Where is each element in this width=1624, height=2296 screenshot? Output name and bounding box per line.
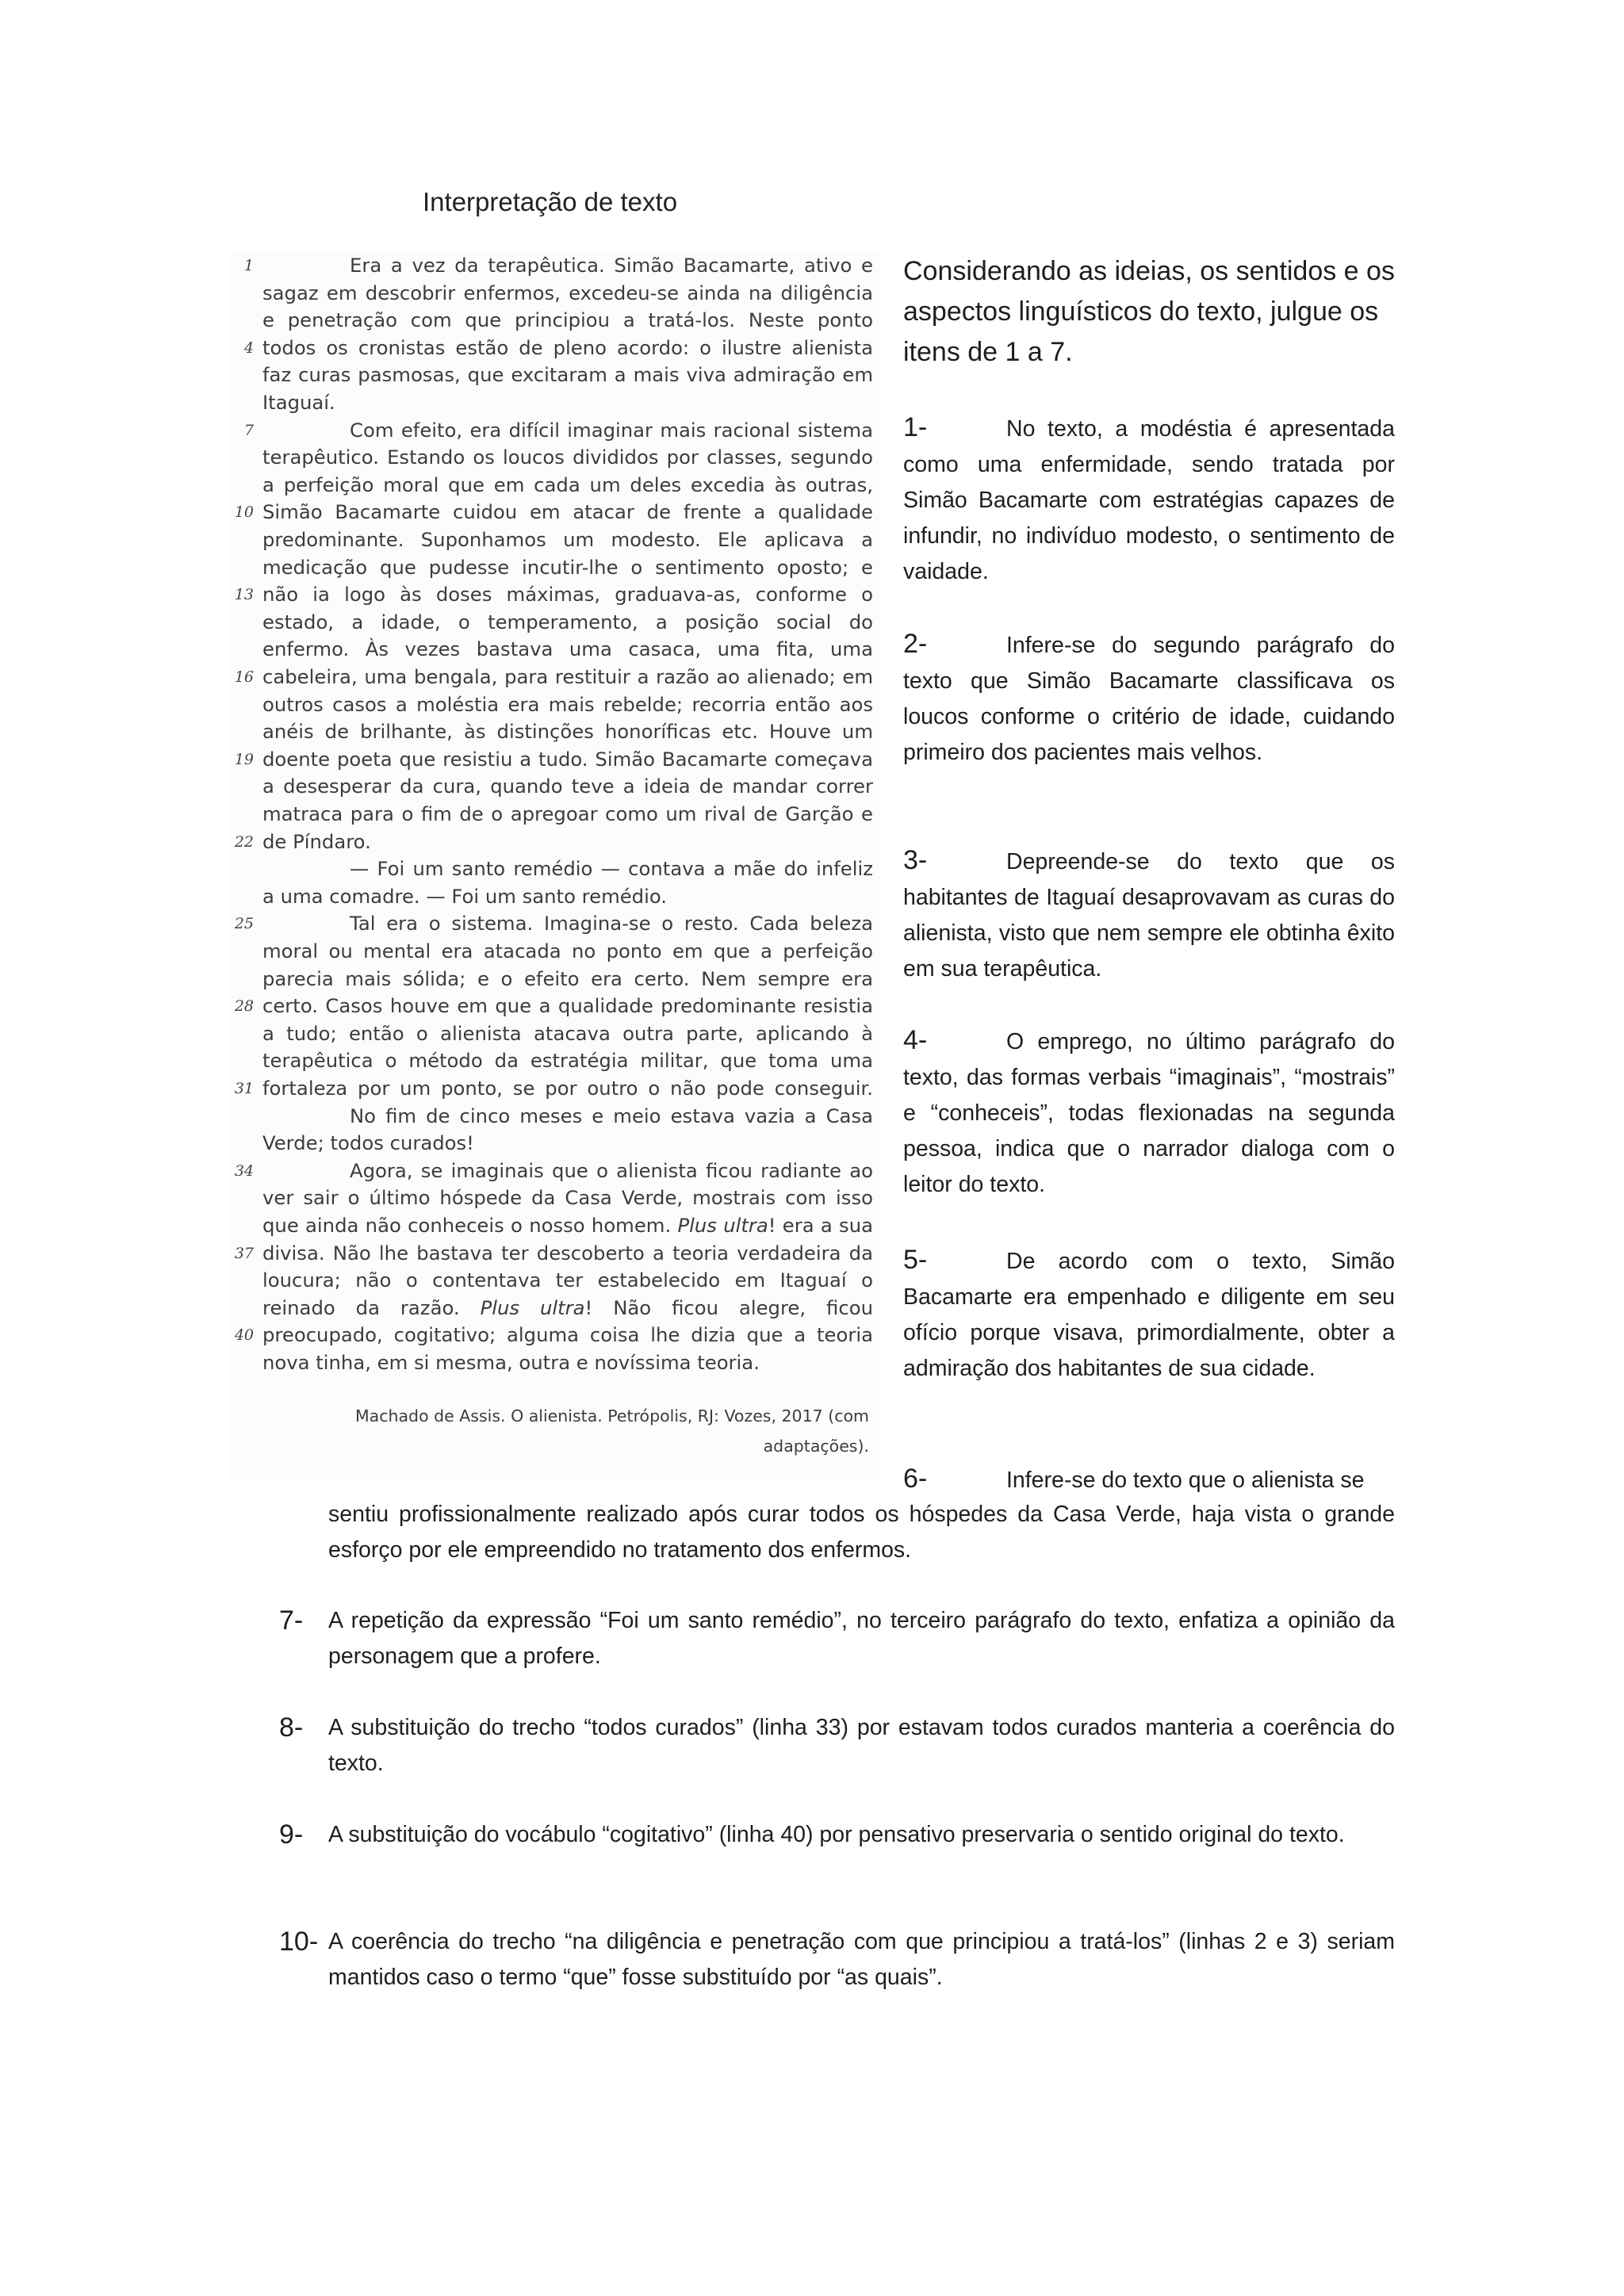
- line-text: doente poeta que resistiu a tudo. Simão Bacamarte começava: [262, 747, 873, 771]
- passage-line: [230, 1267, 880, 1294]
- passage-line: [230, 1130, 880, 1157]
- line-number: 37: [234, 1244, 254, 1262]
- passage-line: [230, 1322, 880, 1349]
- line-number: 16: [234, 668, 254, 686]
- passage-line: [230, 280, 880, 307]
- item-2: [903, 626, 1395, 771]
- item-number: 5-: [903, 1245, 928, 1275]
- passage-line: [230, 1184, 880, 1211]
- passage-line: [230, 883, 880, 910]
- passage-line: [230, 938, 880, 965]
- line-number: 25: [234, 915, 254, 933]
- passage-line: [230, 1103, 880, 1130]
- item-number: 2-: [903, 629, 928, 659]
- line-text: loucura; não o contentava ter estabelecido em Itaguaí o: [262, 1269, 873, 1292]
- passage-line: [230, 472, 880, 499]
- instructions: Considerando as ideias, os sentidos e os aspectos linguísticos do texto, julgue os itens de 1 a 7.: [903, 256, 1395, 367]
- passage-line: [230, 910, 880, 937]
- line-text: terapêutica o método da estratégia militar, que toma uma: [262, 1049, 873, 1073]
- item-1: [903, 410, 1395, 590]
- passage-line: [230, 801, 880, 828]
- item-number: 3-: [903, 845, 928, 875]
- item-number: 1-: [903, 412, 928, 442]
- line-text: faz curas pasmosas, que excitaram a mais viva admiração em: [262, 363, 873, 387]
- passage-line: [230, 691, 880, 718]
- item-9: A substituição do vocábulo “cogitativo” (linha 40) por pensativo preservaria o sentido original do texto.: [328, 1822, 1345, 1847]
- passage-line: [230, 417, 880, 444]
- line-text: não ia logo às doses máximas, graduava-as, conforme o: [262, 583, 873, 607]
- passage-line: [230, 581, 880, 608]
- line-text: Era a vez da terapêutica. Simão Bacamarte, ativo e: [350, 254, 873, 277]
- line-text: a tudo; então o alienista atacava outra parte, aplicando à: [262, 1021, 873, 1045]
- passage-line: [230, 1047, 880, 1074]
- item-6-continued: sentiu profissionalmente realizado após curar todos os hóspedes da Casa Verde, haja vista o grande esforço por ele empreendido no tratamento dos enfermos.: [328, 1502, 1395, 1563]
- line-number: 10: [234, 503, 254, 522]
- source-citation: Machado de Assis. O alienista. Petrópolis, RJ: Vozes, 2017 (com: [354, 1406, 869, 1425]
- passage-line: [230, 966, 880, 993]
- passage-line: [230, 636, 880, 663]
- line-number: 34: [234, 1161, 254, 1180]
- line-text: moral ou mental era atacada no ponto em que a perfeição: [262, 939, 873, 962]
- passage-scan: [230, 252, 880, 1479]
- item-8: A substituição do trecho “todos curados” (linha 33) por estavam todos curados manteria a coerência do texto.: [328, 1715, 1395, 1776]
- line-number: 1: [243, 257, 254, 274]
- line-text: Simão Bacamarte cuidou em atacar de frente a qualidade: [262, 500, 873, 524]
- item-number: 9-: [279, 1820, 304, 1850]
- line-number: 31: [234, 1080, 254, 1097]
- page-title: Interpretação de texto: [423, 187, 678, 216]
- line-text: Verde; todos curados!: [262, 1131, 474, 1155]
- passage-line: [230, 855, 880, 882]
- passage-line: [230, 499, 880, 526]
- item-number: 4-: [903, 1025, 928, 1055]
- passage-line: [230, 828, 880, 855]
- line-text: enfermo. Às vezes bastava uma casaca, uma fita, uma: [262, 637, 873, 661]
- line-text: a uma comadre. — Foi um santo remédio.: [262, 884, 668, 908]
- passage-line: [230, 335, 880, 362]
- line-text: a desesperar da cura, quando teve a ideia de mandar correr: [262, 775, 873, 798]
- passage-line: [230, 554, 880, 581]
- item-5: [903, 1242, 1395, 1387]
- item-10: A coerência do trecho “na diligência e penetração com que principiou a tratá-los” (linhas 2 e 3) seriam mantidos caso o termo “que” fosse substituído por “as quais”.: [328, 1929, 1395, 1990]
- passage-line: [230, 1075, 880, 1102]
- item-6-first-line: [903, 1461, 1395, 1498]
- passage-line: [230, 1020, 880, 1047]
- line-text: ver sair o último hóspede da Casa Verde, mostrais com isso: [262, 1186, 873, 1210]
- item-number: 6-: [903, 1464, 928, 1494]
- passage-line: [230, 718, 880, 745]
- line-text: certo. Casos houve em que a qualidade predominante resistia: [262, 994, 873, 1018]
- line-text: sagaz em descobrir enfermos, excedeu-se ainda na diligência: [262, 281, 873, 304]
- line-text: preocupado, cogitativo; alguma coisa lhe dizia que a teoria: [262, 1323, 873, 1347]
- passage-line: [230, 664, 880, 691]
- line-text: Agora, se imaginais que o alienista ficou radiante ao: [350, 1158, 873, 1182]
- line-number: 22: [234, 832, 254, 851]
- line-text: divisa. Não lhe bastava ter descoberto a teoria verdadeira da: [262, 1241, 873, 1265]
- line-text: predominante. Suponhamos um modesto. Ele aplicava a: [262, 528, 873, 551]
- line-text: estado, a idade, o temperamento, a posição social do: [262, 610, 873, 633]
- line-text: fortaleza por um ponto, se por outro o não pode conseguir.: [262, 1077, 873, 1100]
- line-text: todos os cronistas estão de pleno acordo: o ilustre alienista: [262, 335, 873, 359]
- passage-line: [230, 1158, 880, 1184]
- item-number: 8-: [279, 1712, 304, 1743]
- passage-line: [230, 746, 880, 773]
- line-text: anéis de brilhante, às distinções honoríficas etc. Houve um: [262, 720, 873, 744]
- passage-line: [230, 993, 880, 1020]
- passage-line: [230, 1349, 880, 1376]
- passage-line: [230, 444, 880, 471]
- item-3: [903, 843, 1395, 987]
- line-number: 7: [243, 421, 254, 439]
- line-number: 4: [243, 339, 254, 357]
- passage-line: [230, 1295, 880, 1322]
- item-text: No texto, a modéstia é apresentada como uma enfermidade, sendo tratada por Simão Bacamarte com estratégias capazes de infundir, no indivíduo modesto, o sentimento de vaidade.: [903, 416, 1395, 584]
- line-text: terapêutico. Estando os loucos divididos por classes, segundo: [262, 446, 873, 469]
- passage-line: [230, 252, 880, 279]
- item-4: [903, 1023, 1395, 1203]
- line-number: 19: [234, 750, 254, 768]
- source-citation: adaptações).: [763, 1436, 869, 1456]
- line-text: Itaguaí.: [262, 391, 335, 414]
- line-text: que ainda não conheceis o nosso homem. Plus ultra! era a sua: [262, 1214, 873, 1237]
- line-number: 28: [234, 997, 254, 1016]
- line-text: e penetração com que principiou a tratá-los. Neste ponto: [262, 308, 873, 332]
- passage-line: [230, 1240, 880, 1267]
- line-text: reinado da razão. Plus ultra! Não ficou alegre, ficou: [262, 1295, 873, 1319]
- passage-line: [230, 307, 880, 334]
- passage-line: [230, 389, 880, 416]
- line-text: Com efeito, era difícil imaginar mais racional sistema: [350, 418, 873, 442]
- item-text: Depreende-se do texto que os habitantes de Itaguaí desaprovavam as curas do alienista, visto que nem sempre ele obtinha êxito em sua terapêutica.: [903, 849, 1395, 982]
- passage-line: [230, 526, 880, 553]
- line-number: 40: [234, 1326, 254, 1345]
- item-text: O emprego, no último parágrafo do texto, das formas verbais “imaginais”, “mostrais” e “conheceis”, todas flexionadas na segunda pessoa, indica que o narrador dialoga com o leitor do texto.: [903, 1029, 1395, 1197]
- line-text: outros casos a moléstia era mais rebelde; recorria então aos: [262, 692, 873, 716]
- item-number: 7-: [279, 1605, 304, 1636]
- passage-line: [230, 609, 880, 636]
- line-text: — Foi um santo remédio — contava a mãe do infeliz: [350, 857, 873, 881]
- line-text: medicação que pudesse incutir-lhe o sentimento oposto; e: [262, 555, 873, 579]
- line-text: matraca para o fim de o apregoar como um rival de Garção e: [262, 802, 873, 825]
- item-number: 10-: [279, 1927, 319, 1957]
- line-text: Tal era o sistema. Imagina-se o resto. Cada beleza: [350, 912, 873, 936]
- line-number: 13: [234, 586, 254, 604]
- line-text: cabeleira, uma bengala, para restituir a razão ao alienado; em: [262, 665, 873, 688]
- line-text: de Píndaro.: [262, 829, 371, 853]
- line-text: No fim de cinco meses e meio estava vazia a Casa: [350, 1104, 873, 1127]
- line-text: a perfeição moral que em cada um deles excedia às outras,: [262, 473, 873, 496]
- item-7: A repetição da expressão “Foi um santo remédio”, no terceiro parágrafo do texto, enfatiza a opinião da personagem que a profere.: [328, 1608, 1395, 1669]
- item-text: Infere-se do texto que o alienista se: [1006, 1468, 1365, 1493]
- item-text: Infere-se do segundo parágrafo do texto que Simão Bacamarte classificava os loucos conforme o critério de idade, cuidando primeiro dos pacientes mais velhos.: [903, 633, 1395, 765]
- item-text: De acordo com o texto, Simão Bacamarte era empenhado e diligente em seu ofício porque visava, primordialmente, obter a admiração dos habitantes de sua cidade.: [903, 1249, 1395, 1381]
- passage-line: [230, 773, 880, 800]
- passage-line: [230, 1212, 880, 1239]
- passage-line: [230, 362, 880, 388]
- line-text: parecia mais sólida; e o efeito era certo. Nem sempre era: [262, 966, 873, 990]
- line-text: nova tinha, em si mesma, outra e novíssima teoria.: [262, 1351, 760, 1374]
